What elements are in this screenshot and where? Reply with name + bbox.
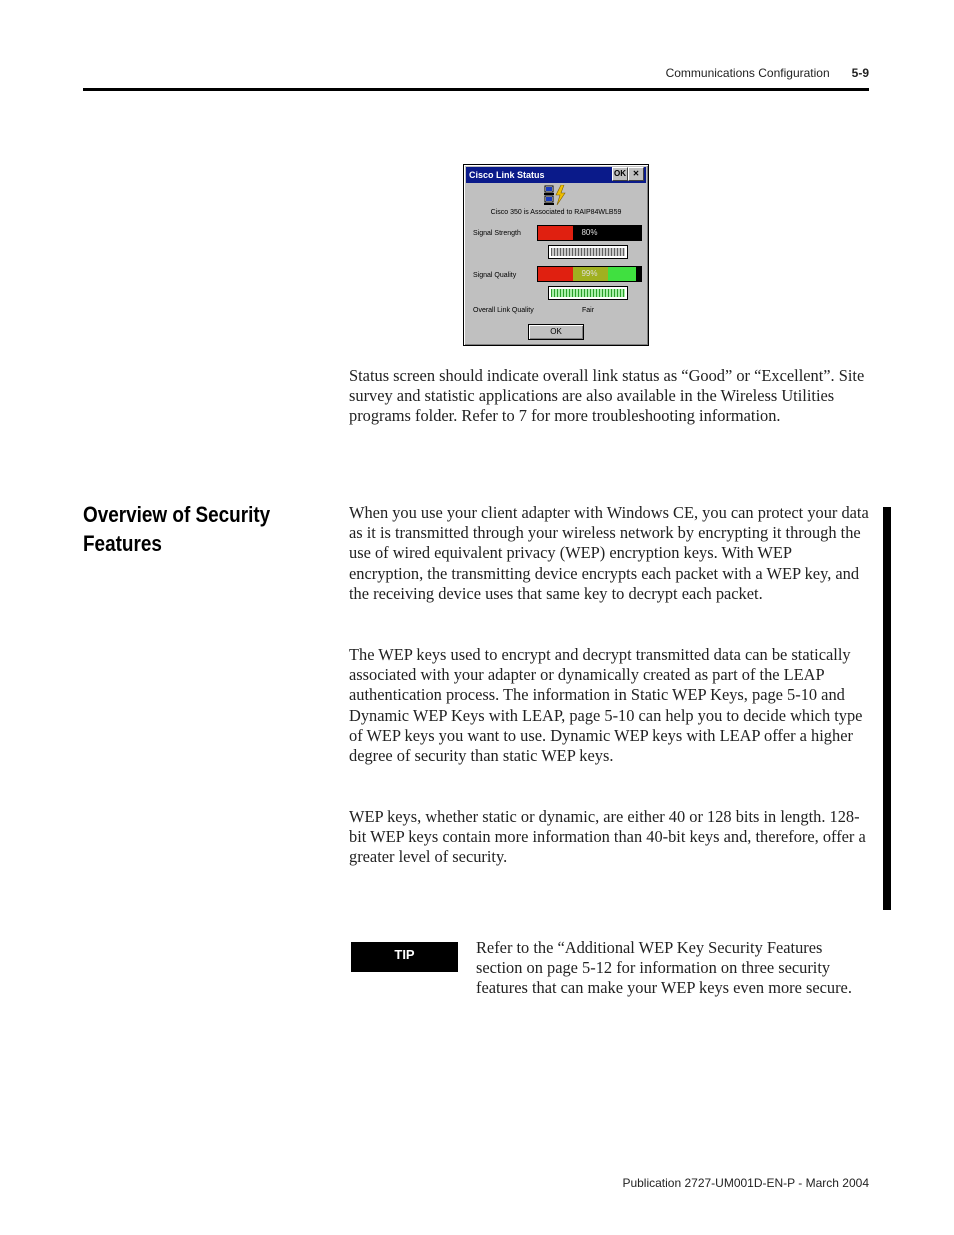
intro-paragraph: Status screen should indicate overall link status as “Good” or “Excellent”. Site survey and statistic applications are also available in the Wireless Utilities programs folder. Refer to 7 for more troubleshooting information. bbox=[349, 366, 865, 426]
change-bar bbox=[883, 507, 891, 910]
signal-quality-label: Signal Quality bbox=[473, 272, 517, 279]
signal-quality-bar bbox=[537, 266, 642, 282]
overall-link-quality-value: Fair bbox=[582, 307, 595, 314]
dialog-title: Cisco Link Status bbox=[469, 170, 545, 180]
body-paragraph-2: The WEP keys used to encrypt and decrypt transmitted data can be statically associated with your adapter or dynamically created as part of the LEAP authentication process. The information in Static WEP Keys, page 5-10 and Dynamic WEP Keys with LEAP, page 5-10 can help you to decide which type of WEP keys you want to use. Dynamic WEP keys with LEAP offer a higher degree of security than static WEP keys. bbox=[349, 645, 863, 766]
body-paragraph-3: WEP keys, whether static or dynamic, are either 40 or 128 bits in length. 128-bit WEP keys contain more information than 40-bit keys and, therefore, offer a greater level of security. bbox=[349, 807, 866, 867]
header-rule bbox=[83, 88, 869, 91]
signal-quality-percent: 99% bbox=[581, 269, 598, 278]
signal-strength-meter bbox=[548, 245, 628, 259]
running-header bbox=[666, 66, 869, 80]
publication-footer: Publication 2727-UM001D-EN-P - March 2004 bbox=[622, 1176, 869, 1190]
dialog-ok-button[interactable]: OK bbox=[528, 324, 584, 340]
overall-link-quality-label: Overall Link Quality bbox=[473, 307, 534, 314]
network-link-icon bbox=[544, 185, 568, 205]
close-icon[interactable]: ✕ bbox=[628, 167, 644, 181]
tip-label: TIP bbox=[351, 942, 458, 972]
header-page-number: 5-9 bbox=[851, 66, 869, 80]
cisco-link-status-dialog bbox=[463, 164, 649, 346]
signal-strength-label: Signal Strength bbox=[473, 230, 521, 237]
signal-quality-meter bbox=[548, 286, 628, 300]
section-heading: Overview of Security Features bbox=[83, 502, 271, 556]
title-ok-button[interactable]: OK bbox=[612, 167, 628, 181]
signal-strength-percent: 80% bbox=[581, 228, 598, 237]
association-status-text: Cisco 350 is Associated to RAIP84WLB59 bbox=[490, 209, 622, 216]
header-section-title: Communications Configuration bbox=[665, 66, 830, 80]
body-paragraph-1: When you use your client adapter with Windows CE, you can protect your data as it is transmitted through your wireless network by encrypting it through the use of wired equivalent privacy (WEP) encryption keys. With WEP encryption, the transmitting device encrypts each packet with a WEP key, and the receiving device uses that same key to decrypt each packet. bbox=[349, 503, 869, 603]
signal-strength-bar bbox=[537, 225, 642, 241]
tip-text: Refer to the “Additional WEP Key Security Features section on page 5-12 for information on three security features that can make your WEP keys even more secure. bbox=[476, 938, 852, 998]
